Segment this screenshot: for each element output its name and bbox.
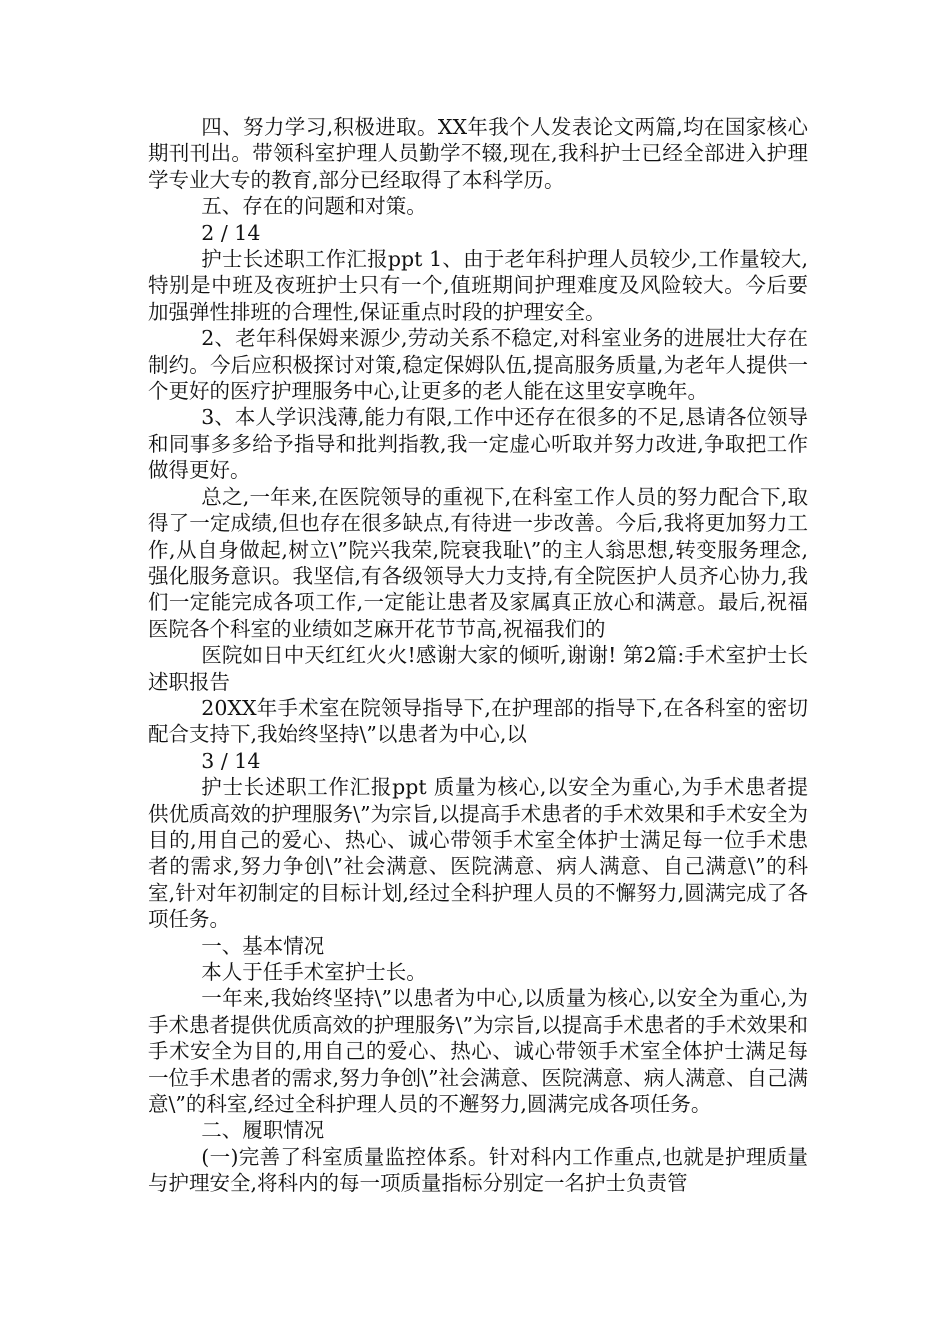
page-number: 2 / 14	[201, 220, 261, 245]
paragraph: 总之,一年来,在医院领导的重视下,在科室工作人员的努力配合下,取得了一定成绩,但也存在很多缺点,有待进一步改善。今后,我将更加努力工作,从自身做起,树立\”院兴我荣,院衰我耻\”的主人翁思想,转变服务理念,强化服务意识。我坚信,有各级领导大力支持,有全院医护人员齐心协力,我们一定能完成各项工作,一定能让患者及家属真正放心和满意。最后,祝福医院各个科室的业绩如芝麻开花节节高,祝福我们的	[148, 484, 808, 641]
paragraph: 3、本人学识浅薄,能力有限,工作中还存在很多的不足,恳请各位领导和同事多多给予指导和批判指教,我一定虚心听取并努力改进,争取把工作做得更好。	[148, 405, 808, 483]
paragraph: 护士长述职工作汇报ppt 质量为核心,以安全为重心,为手术患者提供优质高效的护理服务\”为宗旨,以提高手术患者的手术效果和手术安全为目的,用自己的爱心、热心、诚心带领手术室全体护士满足每一位手术患者的需求,努力争创\”社会满意、医院满意、病人满意、自己满意\”的科室,针对年初制定的目标计划,经过全科护理人员的不懈努力,圆满完成了各项任务。	[148, 775, 808, 932]
paragraph: 20XX年手术室在院领导指导下,在护理部的指导下,在各科室的密切配合支持下,我始终坚持\”以患者为中心,以	[148, 695, 808, 747]
paragraph: (一)完善了科室质量监控体系。针对科内工作重点,也就是护理质量与护理安全,将科内的每一项质量指标分别定一名护士负责管	[148, 1144, 808, 1196]
document-body	[148, 114, 808, 1197]
paragraph: 四、努力学习,积极进取。XX年我个人发表论文两篇,均在国家核心期刊刊出。带领科室护理人员勤学不辍,现在,我科护士已经全部进入护理学专业大专的教育,部分已经取得了本科学历。	[148, 115, 808, 192]
page-number: 3 / 14	[201, 748, 261, 773]
paragraph: 医院如日中天红红火火!感谢大家的倾听,谢谢! 第2篇:手术室护士长述职报告	[148, 643, 808, 694]
section-heading: 一、基本情况	[201, 933, 325, 958]
paragraph: 本人于任手术室护士长。	[201, 960, 427, 984]
paragraph: 2、老年科保姆来源少,劳动关系不稳定,对科室业务的进展壮大存在制约。今后应积极探讨对策,稳定保姆队伍,提高服务质量,为老年人提供一个更好的医疗护理服务中心,让更多的老人能在这里安享晚年。	[148, 326, 808, 404]
paragraph: 一年来,我始终坚持\”以患者为中心,以质量为核心,以安全为重心,为手术患者提供优质高效的护理服务\”为宗旨,以提高手术患者的手术效果和手术安全为目的,用自己的爱心、热心、诚心带领手术室全体护士满足每一位手术患者的需求,努力争创\”社会满意、医院满意、病人满意、自己满意\”的科室,经过全科护理人员的不邂努力,圆满完成各项任务。	[148, 986, 808, 1117]
section-heading: 二、履职情况	[201, 1118, 325, 1143]
paragraph: 五、存在的问题和对策。	[201, 194, 427, 219]
paragraph: 护士长述职工作汇报ppt 1、由于老年科护理人员较少,工作量较大,特别是中班及夜班护士只有一个,值班期间护理难度及风险较大。今后要加强弹性排班的合理性,保证重点时段的护理安全。	[148, 247, 808, 324]
